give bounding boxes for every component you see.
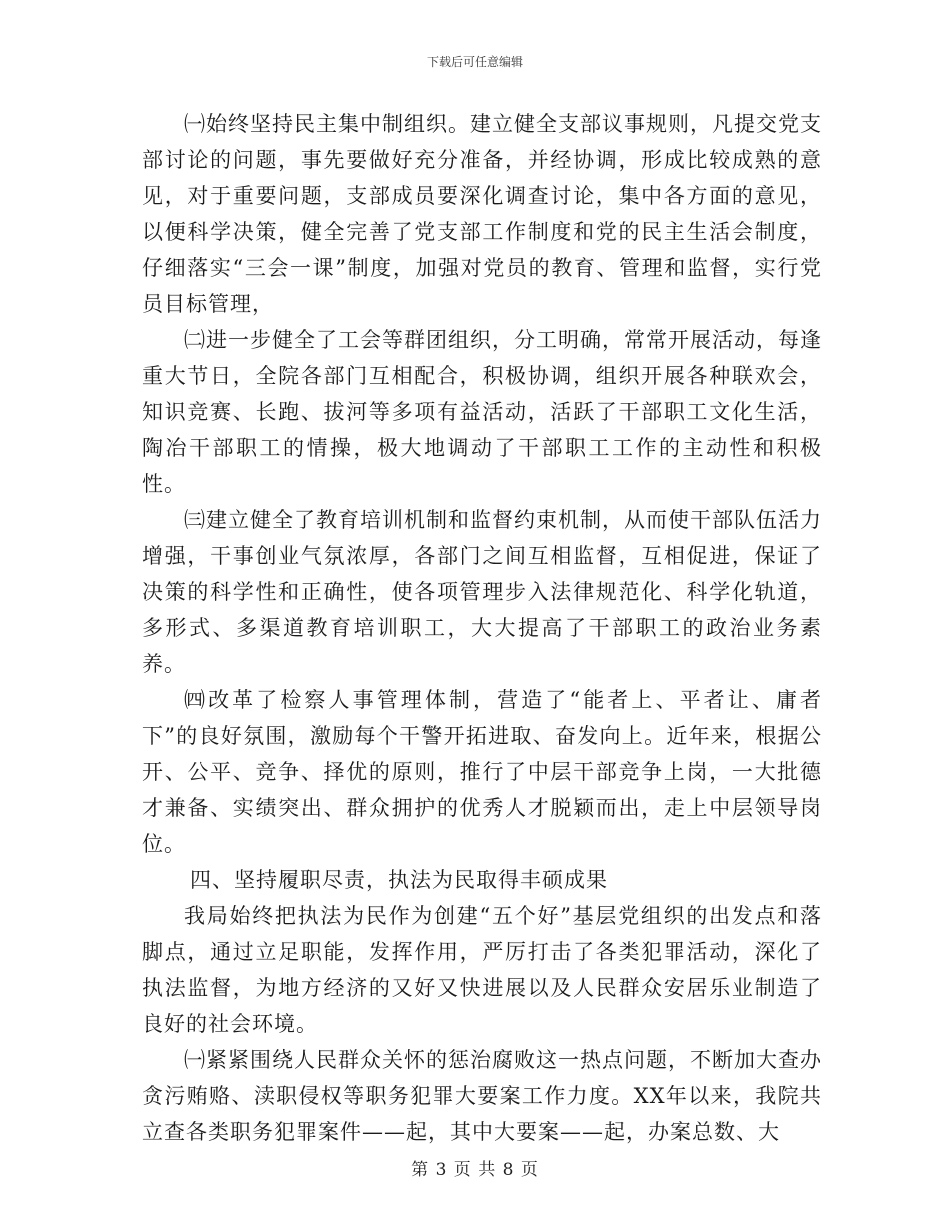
section-heading: 四、坚持履职尽责，执法为民取得丰硕成果 (190, 868, 608, 892)
document-body (142, 106, 822, 1150)
paragraph-6: ㈠紧紧围绕人民群众关怀的惩治腐败这一热点问题，不断加大查办贪污贿赂、渎职侵权等职务犯罪大要案工作力度。XX年以来，我院共立查各类职务犯罪案件——起，其中大要案——起，办案总数、大 (142, 1048, 822, 1144)
paragraph-1: ㈠始终坚持民主集中制组织。建立健全支部议事规则，凡提交党支部讨论的问题，事先要做好充分准备，并经协调，形成比较成熟的意见，对于重要问题，支部成员要深化调查讨论，集中各方面的意见，以便科学决策，健全完善了党支部工作制度和党的民主生活会制度，仔细落实“三会一课”制度，加强对党员的教育、管理和监督，实行党员目标管理， (142, 112, 822, 316)
page-header-note: 下载后可任意编辑 (426, 55, 523, 69)
paragraph-4: ㈣改革了检察人事管理体制，营造了“能者上、平者让、庸者下”的良好氛围，激励每个干警开拓进取、奋发向上。近年来，根据公开、公平、竞争、择优的原则，推行了中层干部竞争上岗，一大批德才兼备、实绩突出、群众拥护的优秀人才脱颖而出，走上中层领导岗位。 (142, 688, 822, 856)
paragraph-5: 我局始终把执法为民作为创建“五个好”基层党组织的出发点和落脚点，通过立足职能，发挥作用，严厉打击了各类犯罪活动，深化了执法监督，为地方经济的又好又快进展以及人民群众安居乐业制造了良好的社会环境。 (142, 904, 822, 1036)
page-number-footer: 第 3 页 共 8 页 (411, 1160, 539, 1180)
paragraph-3: ㈢建立健全了教育培训机制和监督约束机制，从而使干部队伍活力增强，干事创业气氛浓厚，各部门之间互相监督，互相促进，保证了决策的科学性和正确性，使各项管理步入法律规范化、科学化轨道，多形式、多渠道教育培训职工，大大提高了干部职工的政治业务素养。 (142, 508, 822, 676)
paragraph-2: ㈡进一步健全了工会等群团组织，分工明确，常常开展活动，每逢重大节日，全院各部门互相配合，积极协调，组织开展各种联欢会，知识竞赛、长跑、拔河等多项有益活动，活跃了干部职工文化生活，陶冶干部职工的情操，极大地调动了干部职工工作的主动性和积极性。 (142, 328, 822, 496)
